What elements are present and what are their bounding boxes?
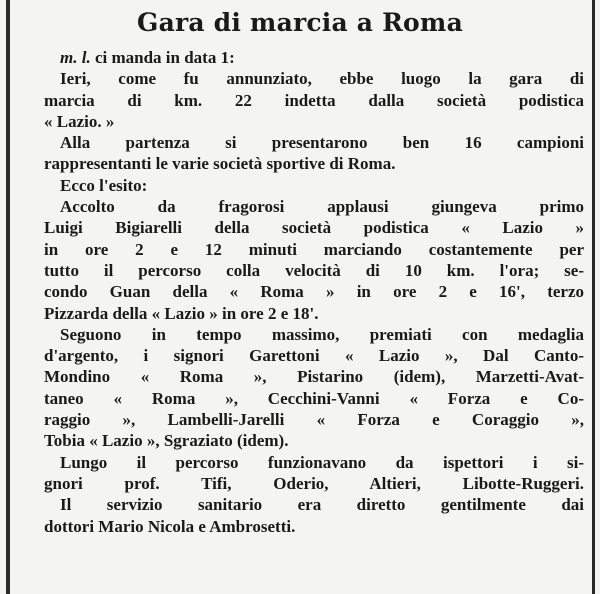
text-line: Ieri, come fu annunziato, ebbe luogo la gara di [60, 69, 584, 89]
text-line: Accolto da fragorosi applausi giungeva primo [60, 197, 584, 217]
text-line: rappresentanti le varie società sportive di Roma. [44, 154, 396, 174]
byline-author: m. l. [60, 48, 91, 67]
left-column-rule [6, 0, 10, 594]
text-line: condo Guan della « Roma » in ore 2 e 16', terzo [44, 282, 584, 302]
article-body [44, 47, 584, 537]
text-line: Seguono in tempo massimo, premiati con medaglia [60, 324, 584, 344]
text-line: tutto il percorso colla velocità di 10 km. l'ora; se- [44, 260, 584, 280]
text-line: Il servizio sanitario era diretto gentilmente dai [60, 495, 584, 515]
text-line: d'argento, i signori Garettoni « Lazio », Dal Canto- [44, 346, 584, 366]
text-line: in ore 2 e 12 minuti marciando costantemente per [44, 239, 584, 259]
text-line: dottori Mario Nicola e Ambrosetti. [44, 516, 296, 536]
text-line: Lungo il percorso funzionavano da ispettori i si- [60, 452, 584, 472]
text-line: Ecco l'esito: [60, 175, 148, 195]
text-line: Pizzarda della « Lazio » in ore 2 e 18'. [44, 303, 319, 323]
text-line: marcia di km. 22 indetta dalla società podistica [44, 90, 584, 110]
byline-rest: ci manda in data 1: [90, 48, 235, 67]
byline [44, 47, 584, 68]
text-line: Tobia « Lazio », Sgraziato (idem). [44, 431, 289, 451]
text-line: gnori prof. Tifi, Oderio, Altieri, Libotte-Ruggeri. [44, 473, 584, 493]
text-line: taneo « Roma », Cecchini-Vanni « Forza e Co- [44, 388, 584, 408]
text-line: « Lazio. » [44, 111, 115, 131]
text-line: raggio », Lambelli-Jarelli « Forza e Coraggio », [44, 410, 584, 430]
text-line: Mondino « Roma », Pistarino (idem), Marzetti-Avat- [44, 367, 584, 387]
article-title: Gara di marcia a Roma [137, 8, 463, 37]
text-line: Luigi Bigiarelli della società podistica « Lazio » [44, 218, 584, 238]
right-column-rule [592, 0, 595, 594]
text-line: Alla partenza si presentarono ben 16 campioni [60, 133, 584, 153]
